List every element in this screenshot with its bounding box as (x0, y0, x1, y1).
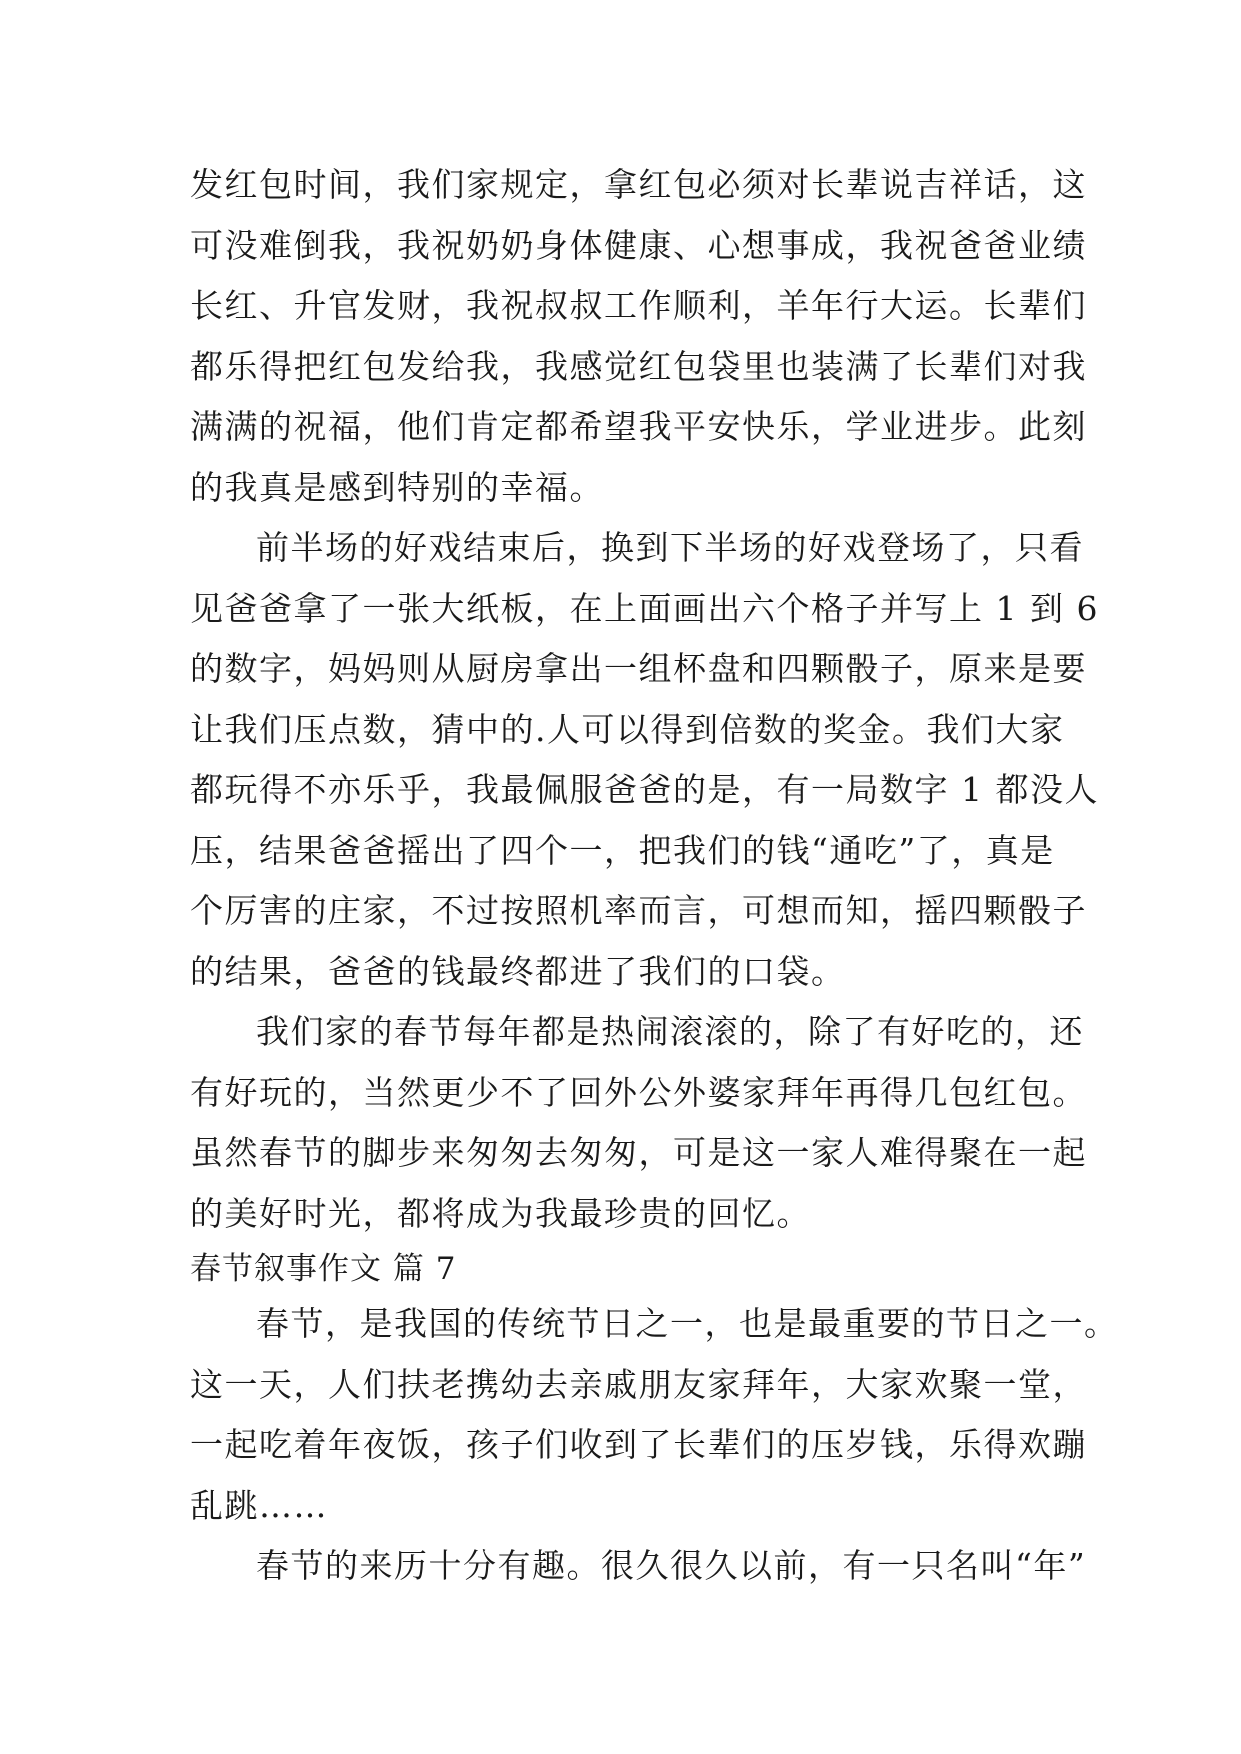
paragraph-line: 都乐得把红包发给我，我感觉红包袋里也装满了长辈们对我 (190, 346, 1087, 386)
paragraph-line: 的数字，妈妈则从厨房拿出一组杯盘和四颗骰子，原来是要 (190, 649, 1087, 688)
section-heading: 春节叙事作文 篇 7 (190, 1251, 457, 1287)
paragraph-line: 一起吃着年夜饭，孩子们收到了长辈们的压岁钱，乐得欢蹦 (190, 1425, 1087, 1464)
paragraph-line: 长红、升官发财，我祝叔叔工作顺利，羊年行大运。长辈们 (190, 286, 1087, 325)
paragraph-line: 有好玩的，当然更少不了回外公外婆家拜年再得几包红包。 (190, 1072, 1087, 1112)
paragraph-line: 可没难倒我，我祝奶奶身体健康、心想事成，我祝爸爸业绩 (190, 225, 1087, 265)
paragraph-line: 乱跳…… (190, 1485, 328, 1525)
paragraph-line: 我们家的春节每年都是热闹滚滚的，除了有好吃的，还 (256, 1012, 1084, 1051)
paragraph-line: 让我们压点数，猜中的.人可以得到倍数的奖金。我们大家 (190, 709, 1065, 749)
paragraph-line: 虽然春节的脚步来匆匆去匆匆，可是这一家人难得聚在一起 (190, 1133, 1087, 1172)
paragraph-line: 前半场的好戏结束后，换到下半场的好戏登场了，只看 (256, 528, 1084, 567)
paragraph-line: 的美好时光，都将成为我最珍贵的回忆。 (190, 1193, 811, 1233)
paragraph-line: 发红包时间，我们家规定，拿红包必须对长辈说吉祥话，这 (190, 165, 1087, 204)
paragraph-line: 的结果，爸爸的钱最终都进了我们的口袋。 (190, 951, 846, 991)
paragraph-line: 满满的祝福，他们肯定都希望我平安快乐，学业进步。此刻 (190, 407, 1087, 446)
paragraph-line: 这一天，人们扶老携幼去亲戚朋友家拜年，大家欢聚一堂， (190, 1364, 1087, 1404)
paragraph-line: 春节，是我国的传统节日之一，也是最重要的节日之一。 (256, 1304, 1119, 1343)
paragraph-line: 压，结果爸爸摇出了四个一，把我们的钱“通吃”了，真是 (190, 830, 1055, 870)
paragraph-line: 都玩得不亦乐乎，我最佩服爸爸的是，有一局数字 1 都没人 (190, 770, 1099, 809)
paragraph-line: 春节的来历十分有趣。很久很久以前，有一只名叫“年” (256, 1546, 1087, 1585)
paragraph-line: 的我真是感到特别的幸福。 (190, 467, 604, 507)
paragraph-line: 见爸爸拿了一张大纸板，在上面画出六个格子并写上 1 到 6 (190, 588, 1099, 628)
document-page (190, 155, 1119, 1597)
paragraph-line: 个厉害的庄家，不过按照机率而言，可想而知，摇四颗骰子 (190, 891, 1087, 930)
